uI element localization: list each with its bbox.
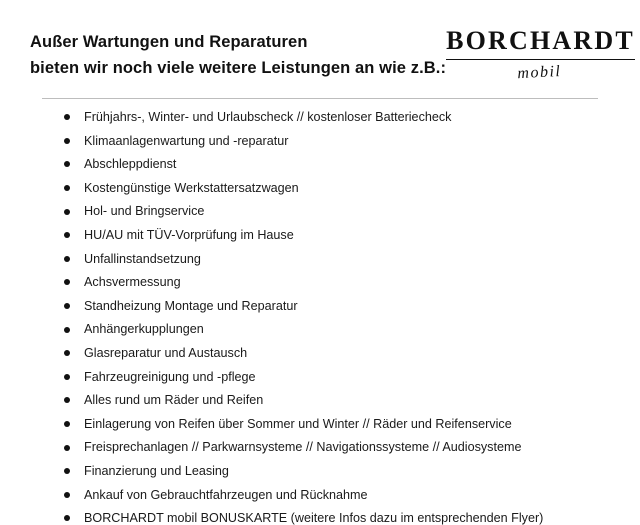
bullet-icon bbox=[64, 138, 70, 144]
bullet-icon bbox=[64, 279, 70, 285]
bullet-icon bbox=[64, 492, 70, 498]
list-item-label: Achsvermessung bbox=[84, 275, 181, 290]
bullet-icon bbox=[64, 327, 70, 333]
list-item-label: Glasreparatur und Austausch bbox=[84, 345, 248, 360]
list-item-label: Kostengünstige Werkstattersatzwagen bbox=[84, 180, 299, 195]
bullet-icon bbox=[64, 421, 70, 427]
list-item bbox=[64, 441, 610, 454]
bullet-icon bbox=[64, 374, 70, 380]
bullet-icon bbox=[64, 468, 70, 474]
bullet-icon bbox=[64, 397, 70, 403]
list-item bbox=[64, 371, 610, 384]
list-item bbox=[64, 300, 610, 313]
bullet-icon bbox=[64, 350, 70, 356]
list-item-label: Abschleppdienst bbox=[84, 157, 177, 172]
bullet-icon bbox=[64, 515, 70, 521]
list-item-label: BORCHARDT mobil BONUSKARTE (weitere Infos dazu im entsprechenden Flyer) bbox=[84, 511, 544, 525]
list-item bbox=[64, 465, 610, 478]
list-item-label: Standheizung Montage und Reparatur bbox=[84, 298, 298, 313]
list-item-label: HU/AU mit TÜV-Vorprüfung im Hause bbox=[84, 227, 294, 242]
services-list bbox=[30, 111, 610, 525]
header-divider bbox=[42, 98, 598, 99]
list-item bbox=[64, 512, 610, 525]
bullet-icon bbox=[64, 445, 70, 451]
list-item bbox=[64, 276, 610, 289]
headline-line-1: Außer Wartungen und Reparaturen bbox=[30, 33, 308, 51]
list-item bbox=[64, 182, 610, 195]
bullet-icon bbox=[64, 114, 70, 120]
bullet-icon bbox=[64, 185, 70, 191]
list-item-label: Alles rund um Räder und Reifen bbox=[84, 393, 264, 408]
list-item bbox=[64, 489, 610, 502]
brand-logo bbox=[446, 26, 640, 82]
list-item-label: Freisprechanlagen // Parkwarnsysteme // Navigationssysteme // Audiosysteme bbox=[84, 440, 522, 455]
brand-name: BORCHARDT bbox=[446, 26, 635, 55]
headline-block bbox=[30, 26, 446, 81]
list-item-label: Unfallinstandsetzung bbox=[84, 251, 201, 266]
bullet-icon bbox=[64, 303, 70, 309]
bullet-icon bbox=[64, 209, 70, 215]
list-item-label: Finanzierung und Leasing bbox=[84, 463, 229, 478]
list-item-label: Ankauf von Gebrauchtfahrzeugen und Rücknahme bbox=[84, 487, 368, 502]
list-item bbox=[64, 135, 610, 148]
list-item bbox=[64, 394, 610, 407]
list-item bbox=[64, 229, 610, 242]
list-item-label: Klimaanlagenwartung und -reparatur bbox=[84, 133, 289, 148]
brand-subtitle: mobil bbox=[517, 62, 562, 83]
list-item bbox=[64, 323, 610, 336]
headline-line-2: bieten wir noch viele weitere Leistungen an wie z.B.: bbox=[30, 58, 447, 77]
bullet-icon bbox=[64, 256, 70, 262]
list-item-label: Anhängerkupplungen bbox=[84, 322, 204, 337]
list-item bbox=[64, 347, 610, 360]
list-item-label: Einlagerung von Reifen über Sommer und Winter // Räder und Reifenservice bbox=[84, 416, 512, 431]
list-item bbox=[64, 205, 610, 218]
list-item bbox=[64, 253, 610, 266]
list-item bbox=[64, 158, 610, 171]
bullet-icon bbox=[64, 161, 70, 167]
list-item bbox=[64, 418, 610, 431]
list-item-label: Hol- und Bringservice bbox=[84, 204, 205, 219]
list-item bbox=[64, 111, 610, 124]
document-header bbox=[30, 26, 635, 83]
bullet-icon bbox=[64, 232, 70, 238]
list-item-label: Fahrzeugreinigung und -pflege bbox=[84, 369, 256, 384]
list-item-label: Frühjahrs-, Winter- und Urlaubscheck // kostenloser Batteriecheck bbox=[84, 110, 452, 124]
